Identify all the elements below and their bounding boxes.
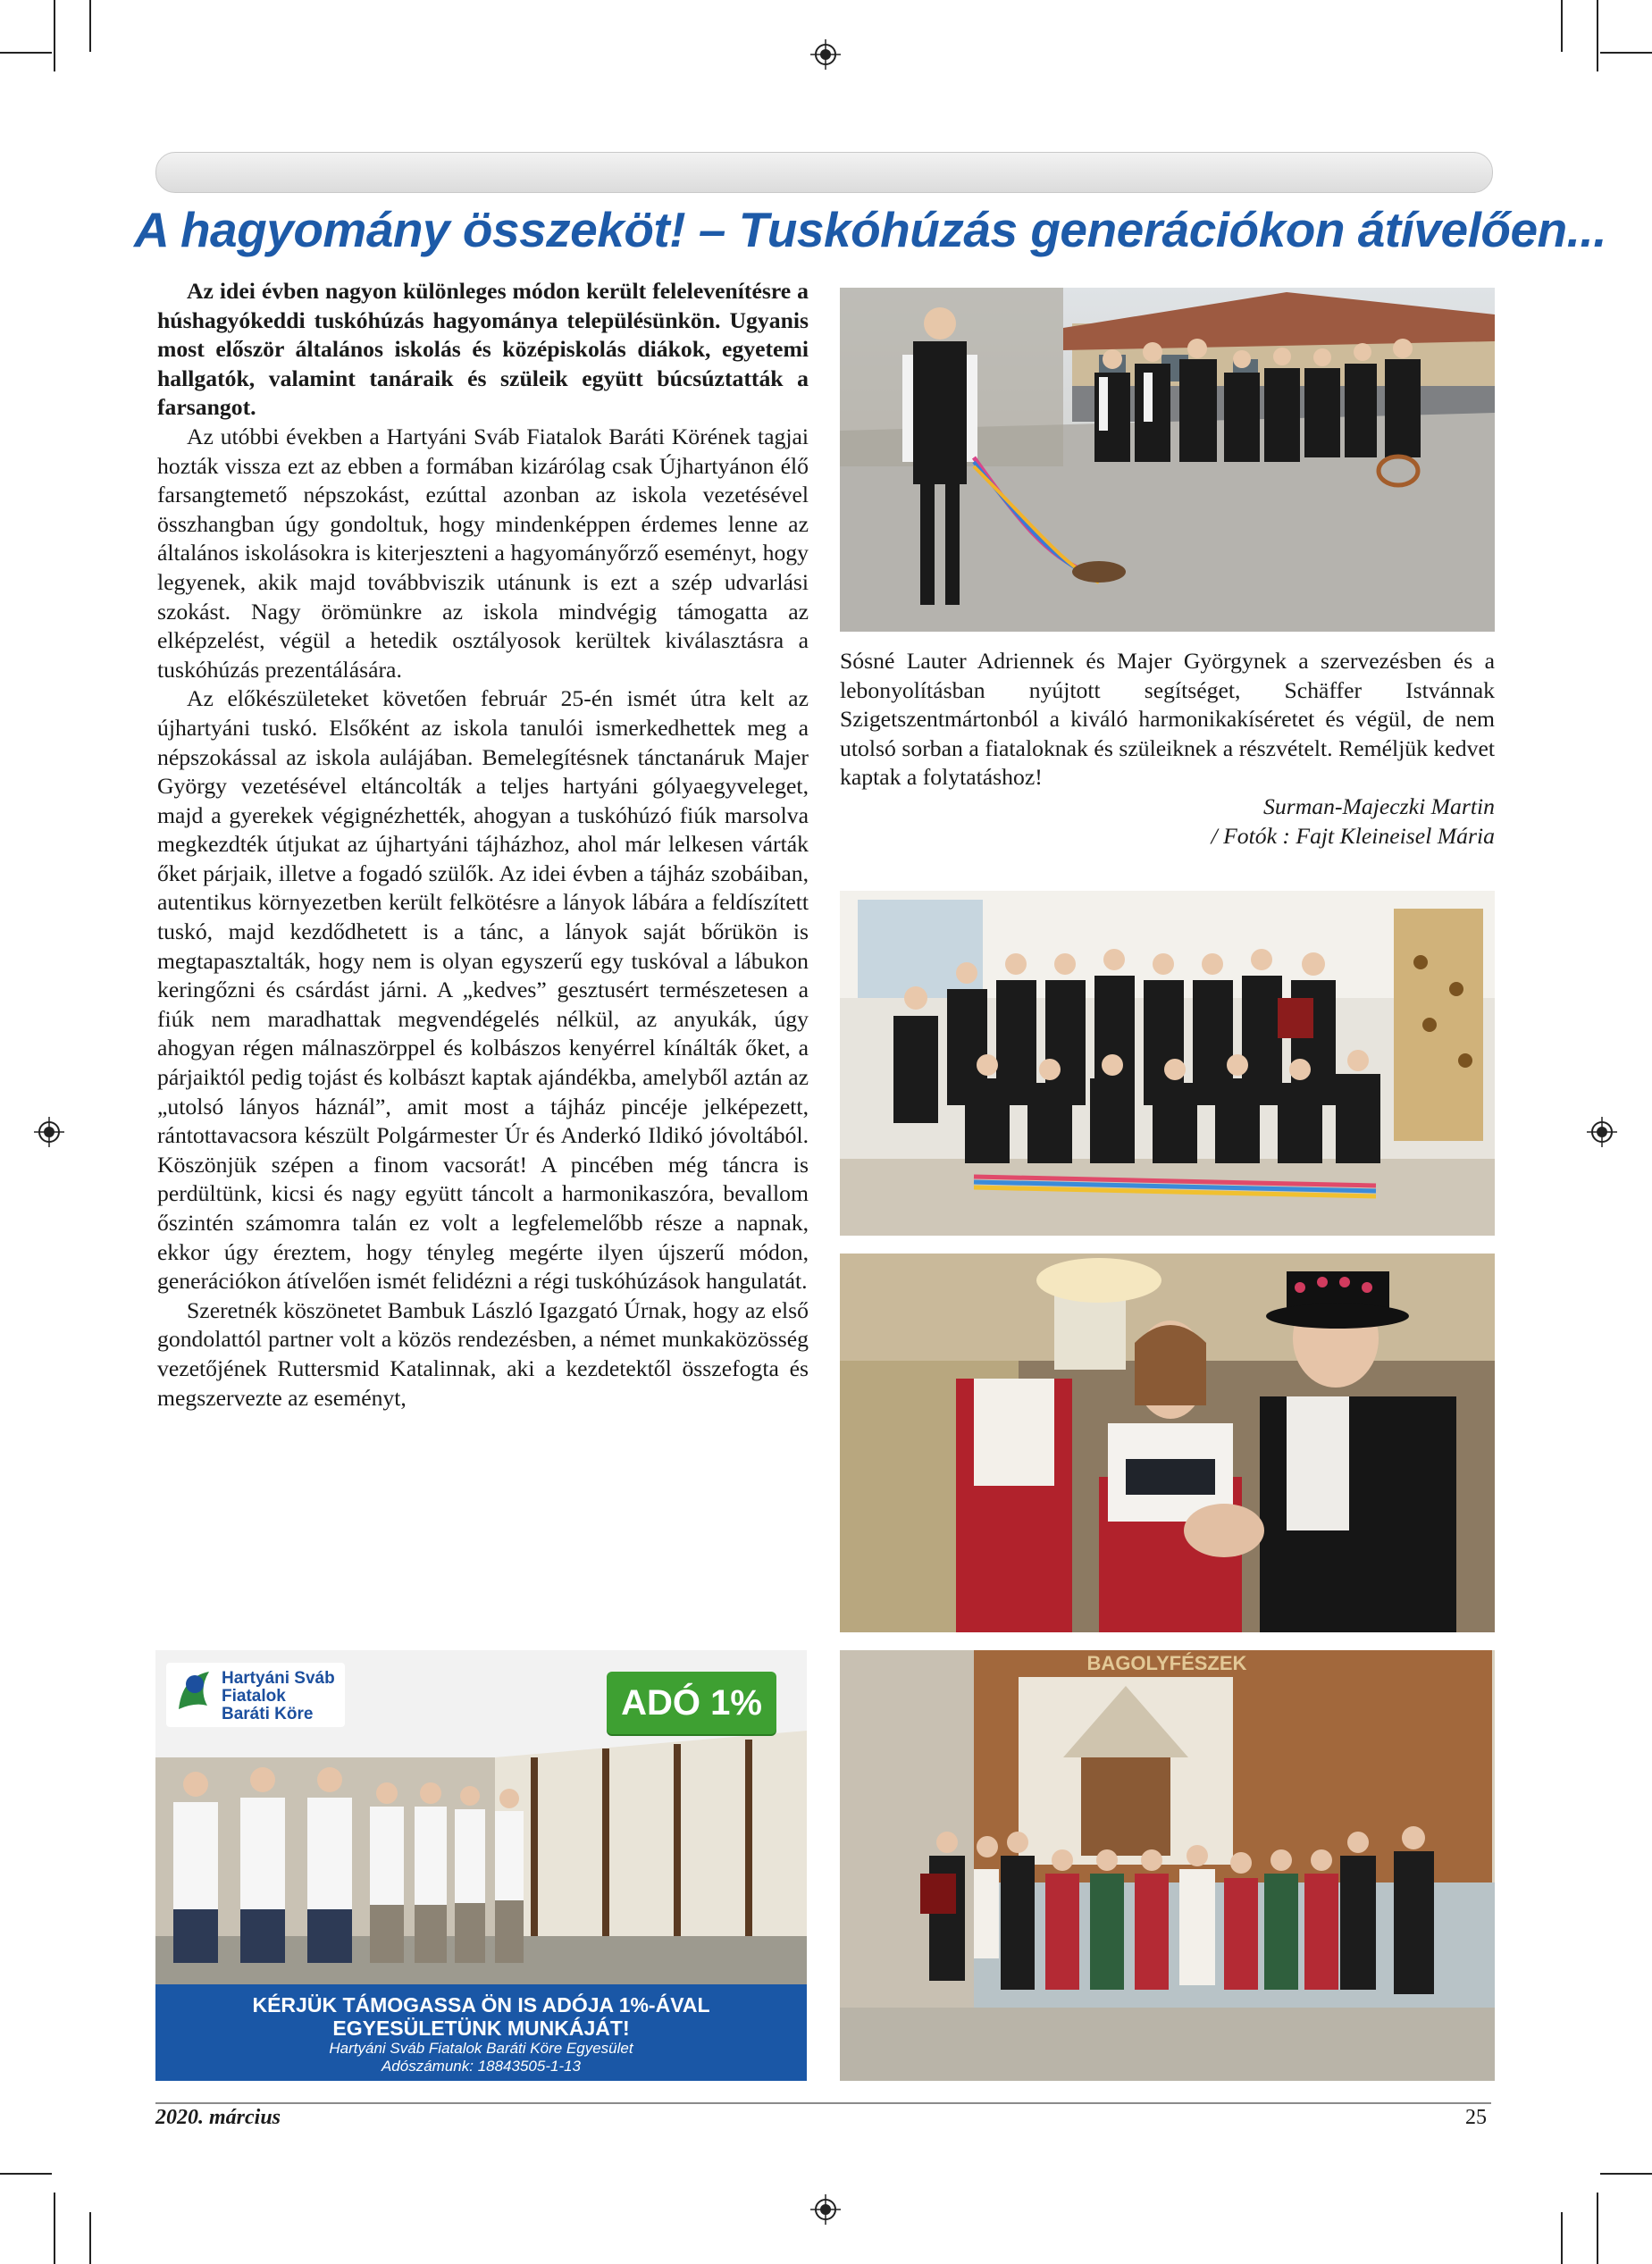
ad-banner	[155, 1984, 807, 2081]
article-title: A hagyomány összeköt! – Tuskóhúzás generációkon átívelően...	[134, 202, 1606, 257]
photo-caption	[840, 647, 1495, 851]
ad-logo-line: Fiatalok	[222, 1687, 286, 1706]
photo-group-aula	[840, 891, 1495, 1236]
caption-text: Sósné Lauter Adriennek és Majer Györgynek a szervezésben és a lebonyolításban nyújtott segítséget, Schäffer Istvánnak Szigetszentmártonból a kiváló harmonikakíséretet és végül, de nem utolsó sorban a fiataloknak és szüleiknek a részvételt. Reméljük kedvet kaptak a folytatáshoz!	[840, 648, 1495, 791]
ad-tax-number: Adószámunk: 18843505-1-13	[381, 2058, 582, 2075]
photo-dance	[840, 1254, 1495, 1632]
ad-logo-line: Hartyáni Sváb	[222, 1669, 335, 1688]
photo-group-bagolyfeszek	[840, 1650, 1495, 2081]
article-paragraph: Szeretnék köszönetet Bambuk László Igazgató Úrnak, hogy az első gondolattól partner volt a közös rendezésben, a német munkaközösség vezetőjének Ruttersmid Katalinnak, aki a kezdetektől összefogta és megszervezte az eseményt,	[157, 1296, 809, 1411]
crop-mark	[89, 2212, 91, 2264]
crop-mark	[54, 2193, 55, 2264]
sign-text: BAGOLYFÉSZEK	[1086, 1652, 1247, 1674]
page-number: 25	[1465, 2106, 1487, 2129]
photo-march	[840, 288, 1495, 632]
registration-mark-icon	[1587, 1117, 1617, 1147]
footer-rule	[155, 2102, 1491, 2104]
ad-headline: KÉRJÜK TÁMOGASSA ÖN IS ADÓJA 1%-ÁVAL	[252, 1993, 710, 2017]
photo-credit: / Fotók : Fajt Kleineisel Mária	[1211, 822, 1495, 849]
article-paragraph: Az előkészületeket követően február 25-én ismét útra kelt az újhartyáni tuskó. Elsőként az iskola tanulói ismerkedhettek meg a népszokással az iskola aulájában. Bemelegítésnek tánctanáruk Majer György vezetésével eltáncolták a teljes hartyáni gólyaegyveleget, majd a gyerekek végignézhették, ahogyan a tuskóhúzó fiúk marsolva megkezdték útjukat az újhartyáni tájházhoz, ahol már lelkesen várták őket párjaik, illetve a fogadó szülők. Az idei évben a tájház szobáiban, autentikus környezetben került felkötésre a lányok lábára a feldíszített tuskó, majd kezdődhetett is a tánc, a lányok saját bőrükön is megtapasztalták, hogy nem is olyan egyszerű egy tuskóval a lábukon keringőzni és csárdást járni. A „kedves” gesztusért természetesen a fiúk nem maradhattak megvendégelés nélkül, az anyukák, úgy ahogyan régen málnaszörppel és kolbászos kenyérrel kínálták őket, a párjaiktól pedig tojást és kolbászt kaptak ajándékba, amelyből aztán az „utolsó lányos háznál”, amit most a tájház pincéje jelképezett, rántottavacsora készült Polgármester Úr és Anderkó Ildikó jóvoltából. Köszönjük szépen a finom vacsorát! A pincében még táncra is perdültünk, kicsi és nagy együtt táncolt a harmonikaszóra, bevallom őszintén számomra talán ez volt a legfelemelőbb része a napnak, ekkor úgy éreztem, hogy tényleg megérte ilyen újszerű módon, generációkon átívelően ismét felidézni a régi tuskóhúzások hangulatát.	[157, 685, 809, 1295]
crop-mark	[0, 52, 52, 54]
article-body	[157, 277, 809, 1413]
issue-date: 2020. március	[155, 2106, 281, 2129]
crop-mark	[1597, 0, 1598, 71]
crop-mark	[1561, 0, 1563, 52]
crop-mark	[1600, 2173, 1652, 2175]
ad-logo	[222, 1670, 335, 1723]
header-bar	[155, 152, 1493, 193]
ad-headline-2: EGYESÜLETÜNK MUNKÁJÁT!	[332, 2017, 630, 2040]
crop-mark	[0, 2173, 52, 2175]
ad-logo-line: Baráti Köre	[222, 1705, 314, 1723]
ad-tax-badge: ADÓ 1%	[607, 1672, 776, 1734]
crop-mark	[54, 0, 55, 71]
registration-mark-icon	[810, 39, 841, 70]
article-paragraph: Az utóbbi években a Hartyáni Sváb Fiatalok Baráti Körének tagjai hozták vissza ezt az ebben a formában kizárólag csak Újhartyánon élő farsangtemető népszokást, ezúttal azonban az iskola vezetésével összhangban úgy gondoltuk, hogy mindenképpen érdemes lenne az általános iskolásokra is kiterjeszteni a hagyományőrző eseményt, hogy legyenek, akik majd továbbviszik utánunk is ezt a szép udvarlási szokást. Nagy örömünkre az iskola mindvégig támogatta az elképzelést, végül a hetedik osztályosok kerültek kiválasztásra a tuskóhúzás prezentálására.	[157, 423, 809, 683]
ad-organization: Hartyáni Sváb Fiatalok Baráti Köre Egyesület	[329, 2040, 633, 2057]
crop-mark	[1597, 2193, 1598, 2264]
registration-mark-icon	[34, 1117, 64, 1147]
author-credit: Surman-Majeczki Martin	[1263, 792, 1495, 819]
crop-mark	[1600, 52, 1652, 54]
article-lead: Az idei évben nagyon különleges módon került felelevenítésre a húshagyókeddi tuskóhúzás hagyománya településünkön. Ugyanis most először általános iskolás és középiskolás diákok, egyetemi hallgatók, valamint tanáraik és szüleik együtt búcsúztatták a farsangot.	[157, 278, 809, 421]
registration-mark-icon	[810, 2194, 841, 2225]
crop-mark	[1561, 2212, 1563, 2264]
crop-mark	[89, 0, 91, 52]
tax-donation-ad	[155, 1650, 807, 2081]
